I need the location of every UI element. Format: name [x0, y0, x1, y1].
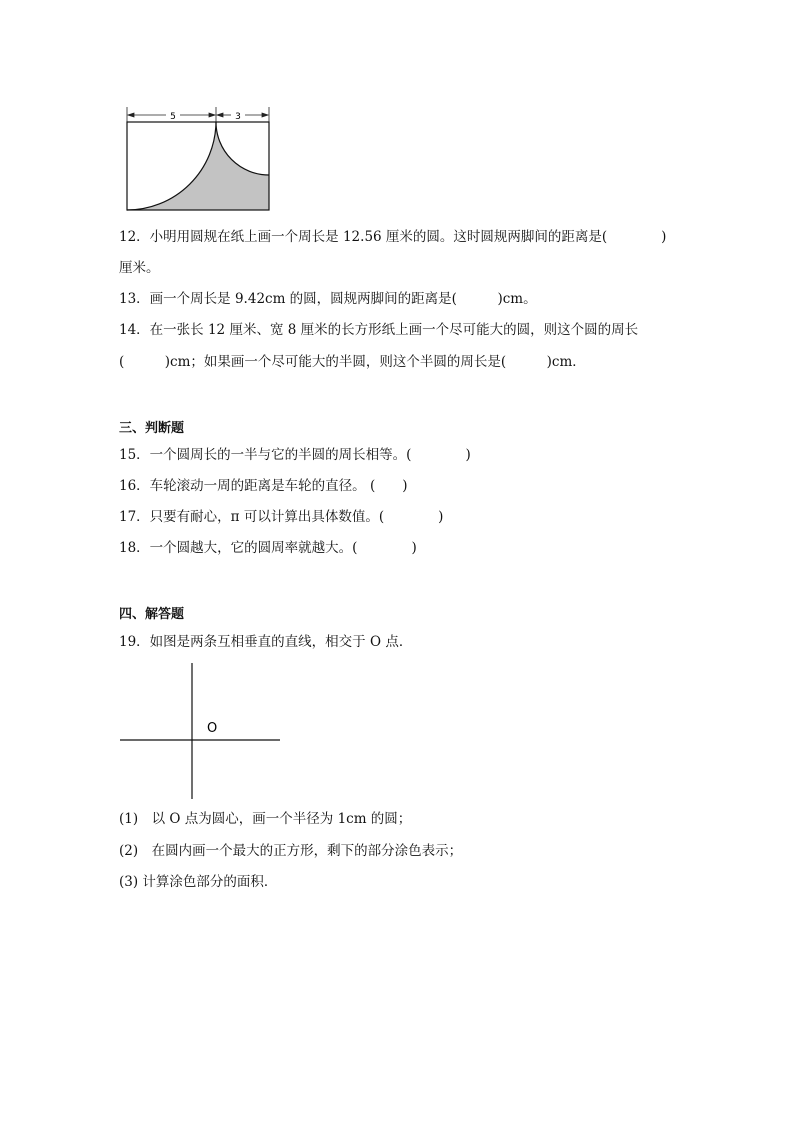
question-19: 19．如图是两条互相垂直的直线，相交于 O 点．: [119, 634, 413, 650]
dimension-label-5: 5: [170, 112, 176, 122]
section-3-heading: 三、判断题: [119, 421, 185, 436]
question-14-line2: ( )cm；如果画一个尽可能大的半圆，则这个半圆的周长是( )cm．: [119, 354, 586, 370]
shaded-region: [127, 122, 269, 210]
question-12-line2: 厘米。: [119, 260, 160, 276]
section-4-heading: 四、解答题: [119, 607, 185, 622]
question-13: 13．画一个周长是 9.42cm 的圆，圆规两脚间的距离是( )cm。: [119, 291, 537, 307]
question-15: 15．一个圆周长的一半与它的半圆的周长相等。( ): [119, 447, 471, 463]
dimension-label-3: 3: [235, 112, 241, 122]
question-17: 17．只要有耐心，π 可以计算出具体数值。( ): [119, 509, 444, 525]
point-o-label: O: [207, 721, 218, 736]
perpendicular-lines-figure: [118, 660, 283, 802]
question-14-line1: 14．在一张长 12 厘米、宽 8 厘米的长方形纸上画一个尽可能大的圆，则这个圆的周长: [119, 322, 639, 338]
rectangle-arc-figure: [118, 100, 278, 215]
question-19-part-3: (3) 计算涂色部分的面积．: [119, 874, 278, 890]
question-12-line1: 12．小明用圆规在纸上画一个周长是 12.56 厘米的圆。这时圆规两脚间的距离是( ): [119, 229, 667, 245]
question-19-part-2: (2) 在圆内画一个最大的正方形，剩下的部分涂色表示；: [119, 843, 463, 859]
question-19-part-1: (1) 以 O 点为圆心，画一个半径为 1cm 的圆；: [119, 811, 412, 827]
dimension-lines: [127, 107, 269, 122]
question-16: 16．车轮滚动一周的距离是车轮的直径。 ( ): [119, 478, 408, 494]
question-18: 18．一个圆越大，它的圆周率就越大。( ): [119, 540, 417, 556]
